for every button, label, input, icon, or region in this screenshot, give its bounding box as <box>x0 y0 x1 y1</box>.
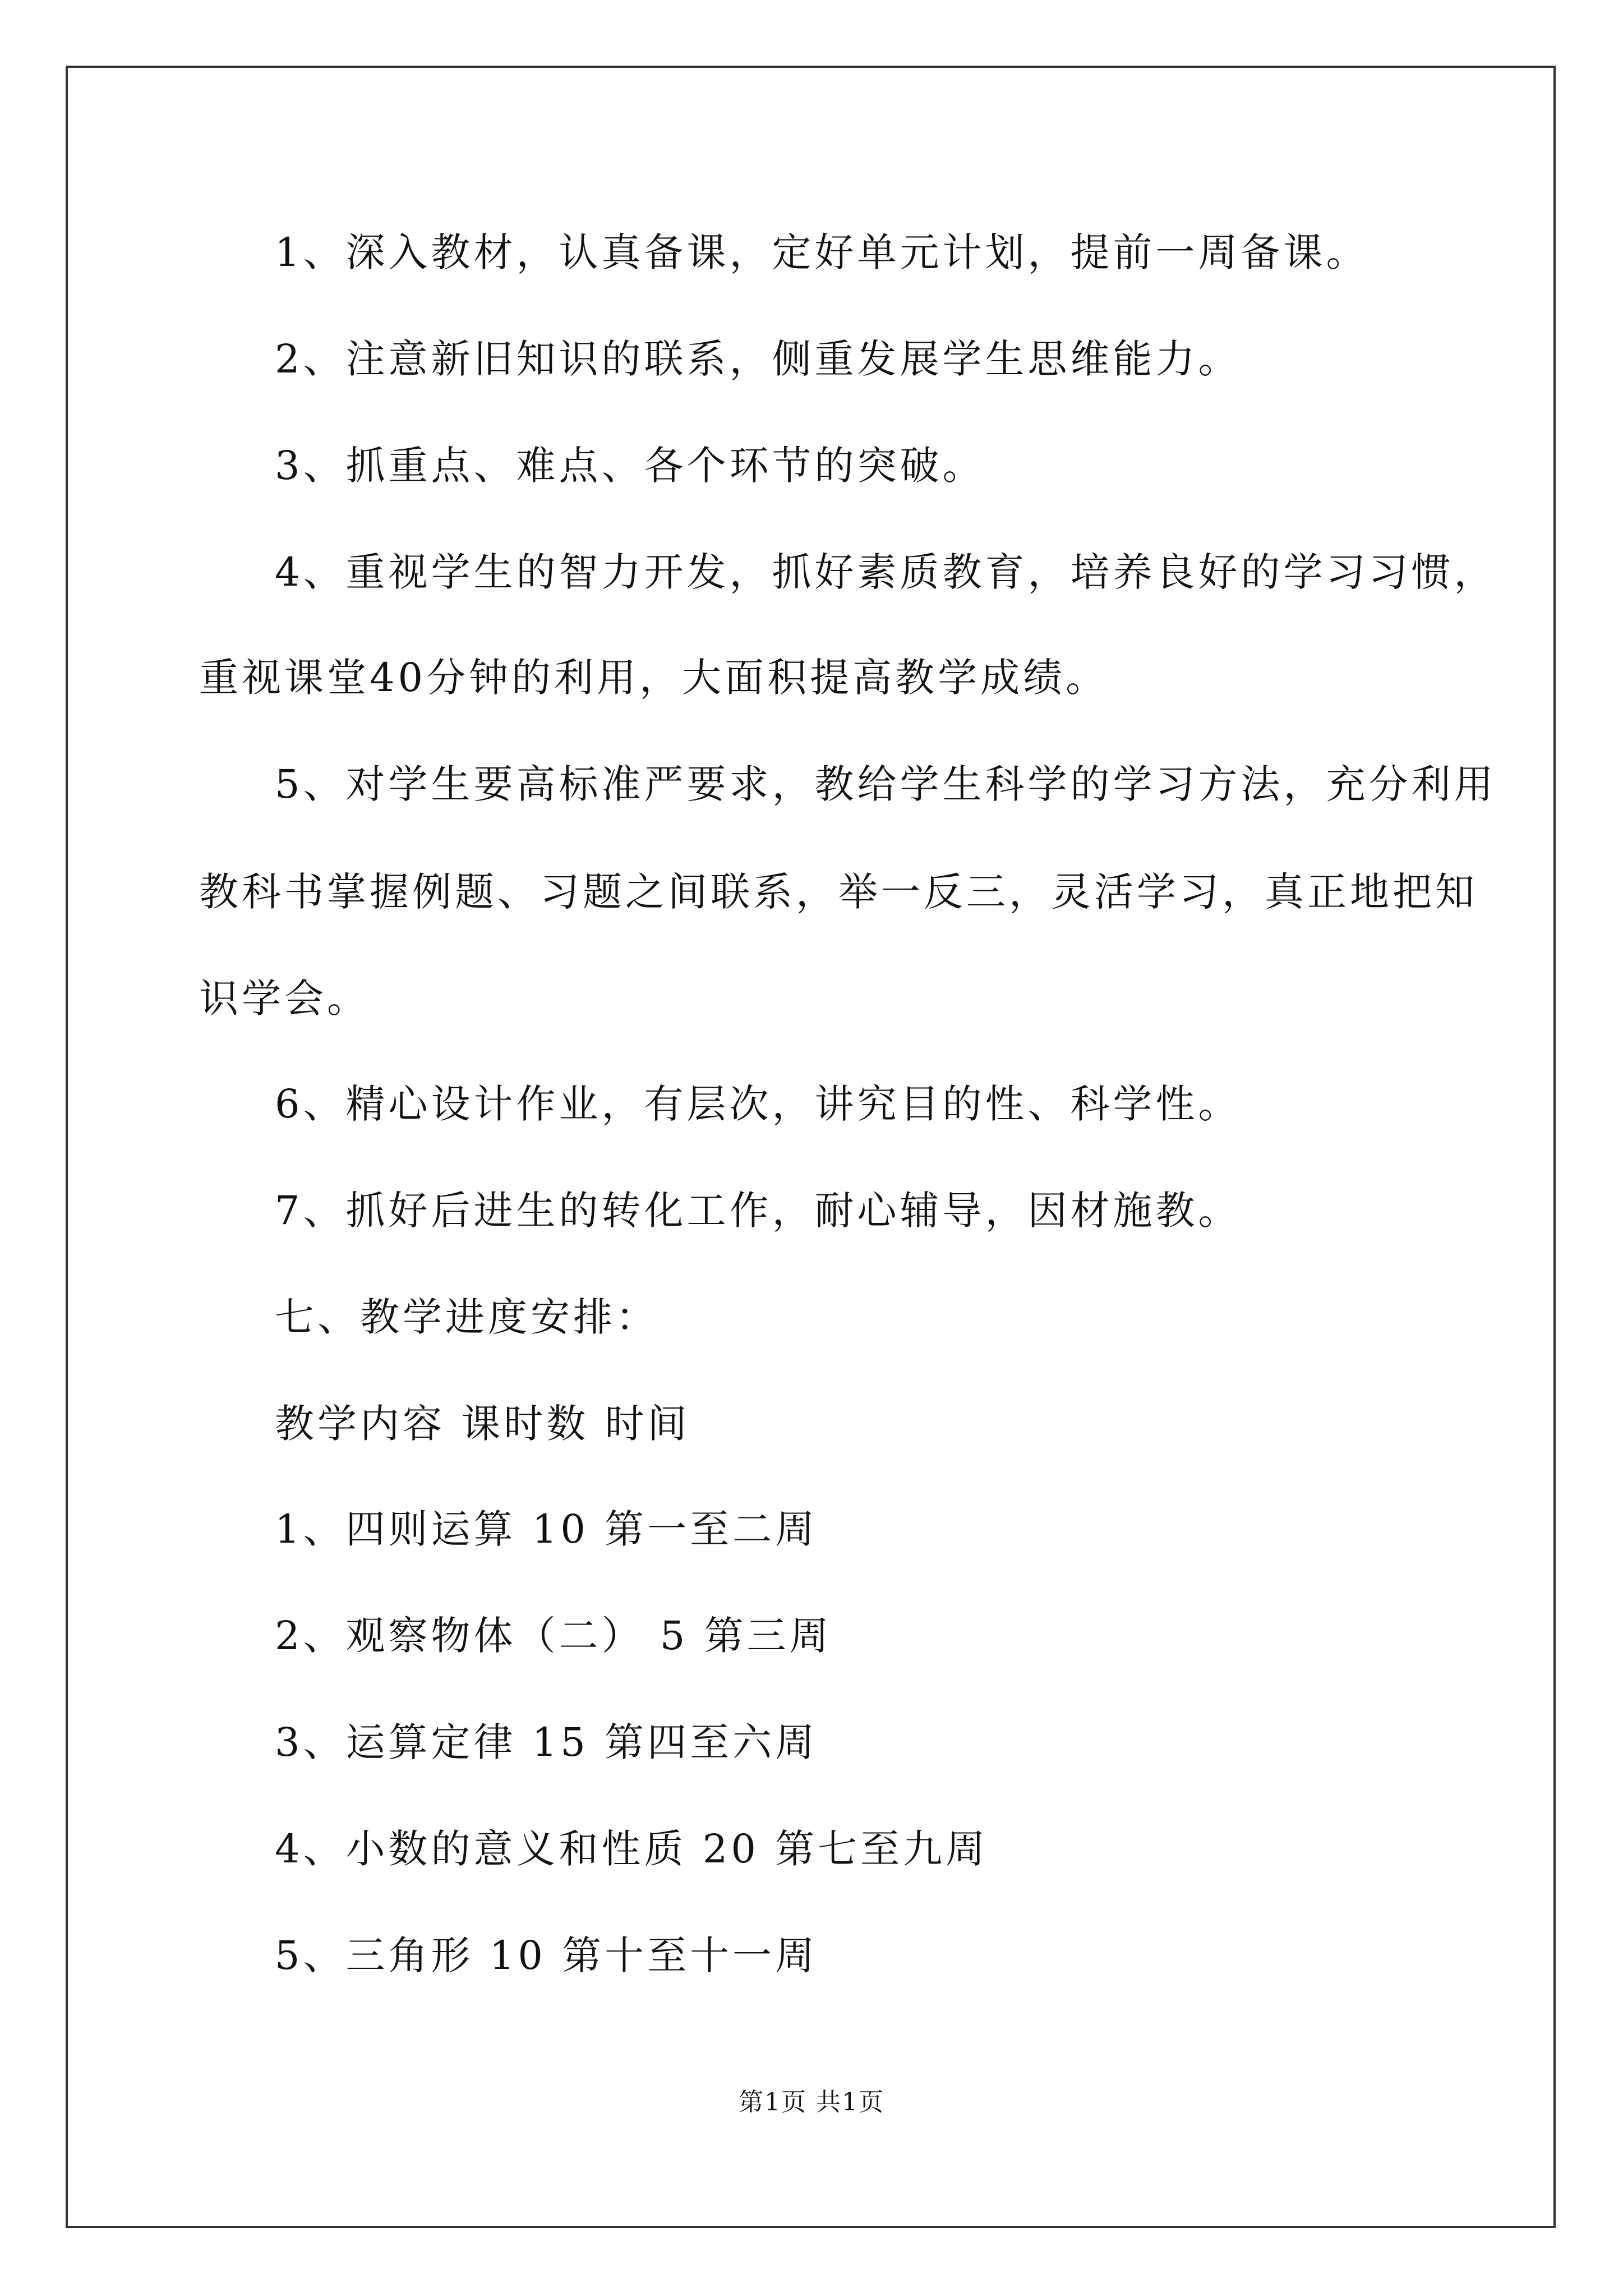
page-frame <box>66 66 1556 2228</box>
list-item: 2、注意新旧知识的联系，侧重发展学生思维能力。 <box>275 336 1241 382</box>
schedule-row: 2、观察物体（二） 5 第三周 <box>275 1613 832 1659</box>
list-item: 7、抓好后进生的转化工作，耐心辅导，因材施教。 <box>275 1188 1241 1234</box>
paragraph-line: 教科书掌握例题、习题之间联系，举一反三，灵活学习，真正地把知 <box>199 869 1478 915</box>
schedule-row: 4、小数的意义和性质 20 第七至九周 <box>275 1826 989 1872</box>
schedule-row: 5、三角形 10 第十至十一周 <box>275 1932 818 1978</box>
schedule-row: 3、运算定律 15 第四至六周 <box>275 1719 818 1765</box>
list-item: 1、深入教材，认真备课，定好单元计划，提前一周备课。 <box>275 229 1369 275</box>
list-item: 6、精心设计作业，有层次，讲究目的性、科学性。 <box>275 1081 1241 1127</box>
page-footer: 第1页 共1页 <box>739 2088 884 2116</box>
list-item: 3、抓重点、难点、各个环节的突破。 <box>275 443 985 489</box>
schedule-header: 教学内容 课时数 时间 <box>275 1401 690 1447</box>
list-item: 5、对学生要高标准严要求，教给学生科学的学习方法，充分利用 <box>275 761 1497 807</box>
schedule-row: 1、四则运算 10 第一至二周 <box>275 1506 818 1552</box>
paragraph-line: 重视课堂40分钟的利用，大面积提高教学成绩。 <box>199 655 1109 701</box>
list-item: 4、重视学生的智力开发，抓好素质教育，培养良好的学习习惯， <box>275 549 1497 595</box>
section-heading: 七、教学进度安排： <box>275 1294 658 1340</box>
paragraph-line: 识学会。 <box>199 976 370 1022</box>
